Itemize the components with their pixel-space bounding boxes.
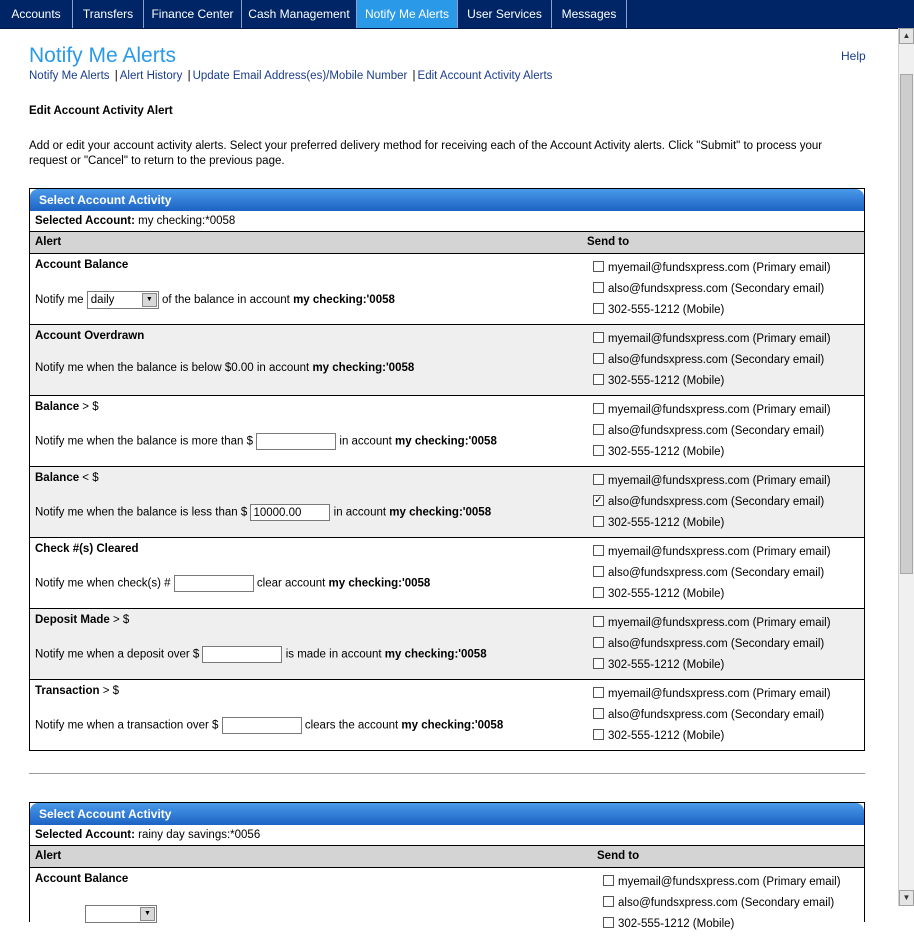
alert-title: [35, 685, 119, 697]
alert-text-post: clears the account: [304, 719, 399, 732]
send-to-label: 302-555-1212 (Mobile): [608, 588, 725, 600]
send-to-option[interactable]: [593, 545, 831, 566]
selected-account: [30, 825, 864, 846]
send-to-label: 302-555-1212 (Mobile): [608, 375, 725, 387]
send-to-options: [593, 403, 831, 466]
panel-header: Select Account Activity: [30, 803, 864, 825]
checkbox[interactable]: [593, 261, 604, 272]
alert-title-text: Account Balance: [35, 259, 129, 271]
alert-title-text: Transaction: [35, 685, 100, 697]
alert-title-text: Account Overdrawn: [35, 330, 145, 342]
alert-title-text: Balance: [35, 472, 80, 484]
send-to-label: myemail@fundsxpress.com (Primary email): [608, 617, 831, 629]
alert-row: [30, 325, 864, 396]
column-header-alert: Alert: [35, 236, 62, 248]
alert-text-pre: Notify me when a transaction over $: [35, 719, 219, 732]
alert-row: [30, 609, 864, 680]
send-to-option[interactable]: [603, 875, 841, 896]
account-name: my checking:'0058: [328, 577, 431, 590]
threshold-input[interactable]: [222, 717, 302, 734]
intro-text: Add or edit your account activity alerts. Select your preferred delivery method for receiving each of the Account Activity alerts. Click "Submit" to process your request or "Cancel" to return to the previous page.: [29, 140, 823, 167]
checkbox[interactable]: [593, 282, 604, 293]
send-to-label: also@fundsxpress.com (Secondary email): [608, 354, 825, 366]
subnav-alert-history[interactable]: Alert History: [119, 70, 183, 82]
send-to-option[interactable]: [593, 729, 831, 750]
selected-account-label: Selected Account:: [35, 215, 135, 227]
alert-text-post: in account: [339, 435, 392, 448]
send-to-option[interactable]: [593, 424, 831, 445]
send-to-label: myemail@fundsxpress.com (Primary email): [618, 876, 841, 888]
checkbox-checked[interactable]: ✓: [594, 495, 603, 506]
alert-row: [30, 396, 864, 467]
send-to-option[interactable]: [593, 474, 831, 495]
subnav-notify-me-alerts[interactable]: Notify Me Alerts: [29, 70, 110, 82]
checkbox[interactable]: [603, 875, 614, 886]
threshold-input[interactable]: [202, 646, 282, 663]
nav-tab-cash-management[interactable]: Cash Management: [242, 0, 357, 28]
checkbox[interactable]: [593, 374, 604, 385]
send-to-label: also@fundsxpress.com (Secondary email): [608, 425, 825, 437]
send-to-label: myemail@fundsxpress.com (Primary email): [608, 404, 831, 416]
column-header-alert: Alert: [35, 850, 62, 862]
column-header-row: [30, 232, 864, 254]
send-to-options: [593, 545, 831, 608]
checkbox[interactable]: [593, 445, 604, 456]
checkbox[interactable]: [593, 616, 604, 627]
selected-account-value: my checking:*0058: [138, 215, 236, 227]
send-to-label: myemail@fundsxpress.com (Primary email): [608, 262, 831, 274]
alert-description: [35, 646, 487, 663]
threshold-input[interactable]: [256, 433, 336, 450]
checkbox[interactable]: [603, 917, 614, 928]
checkbox[interactable]: [593, 424, 604, 435]
alert-row: [30, 254, 864, 325]
checkbox[interactable]: [593, 637, 604, 648]
panel-header: Select Account Activity: [30, 189, 864, 211]
alert-text-pre: Notify me when the balance is below $0.00 in account: [35, 362, 310, 374]
column-header-send-to: Send to: [597, 850, 640, 862]
checkbox[interactable]: [593, 545, 604, 556]
checkbox[interactable]: [593, 474, 604, 485]
account-name: my checking:'0058: [401, 719, 504, 732]
send-to-label: myemail@fundsxpress.com (Primary email): [608, 546, 831, 558]
send-to-option[interactable]: [593, 566, 831, 587]
nav-tab-notify-me-alerts[interactable]: Notify Me Alerts: [357, 0, 458, 28]
alert-title-suffix: > $: [99, 685, 120, 697]
subnav-separator: |: [187, 70, 191, 82]
nav-tab-transfers[interactable]: Transfers: [73, 0, 144, 28]
sub-navigation: [29, 70, 552, 82]
send-to-option[interactable]: [593, 353, 831, 374]
checkbox[interactable]: [603, 896, 614, 907]
alert-description: [35, 575, 430, 592]
checkbox[interactable]: [593, 587, 604, 598]
alert-text-post: of the balance in account: [161, 294, 290, 307]
alert-title: [35, 259, 128, 271]
alert-title: [35, 401, 99, 413]
send-to-option[interactable]: [593, 658, 831, 679]
subnav-separator: |: [412, 70, 416, 82]
send-to-label: 302-555-1212 (Mobile): [608, 517, 725, 529]
subnav-edit-activity-alerts[interactable]: Edit Account Activity Alerts: [417, 70, 553, 82]
alert-description: [35, 905, 157, 923]
alert-text-pre: Notify me when a deposit over $: [35, 648, 200, 661]
send-to-label: 302-555-1212 (Mobile): [608, 446, 725, 458]
send-to-options: [603, 875, 841, 938]
send-to-option[interactable]: [593, 303, 831, 324]
send-to-option[interactable]: [593, 637, 831, 658]
send-to-option[interactable]: [593, 687, 831, 708]
send-to-label: also@fundsxpress.com (Secondary email): [608, 567, 825, 579]
send-to-label: also@fundsxpress.com (Secondary email): [618, 897, 835, 909]
alert-description: [35, 504, 491, 521]
alert-title-text: Deposit Made: [35, 614, 110, 626]
subnav-separator: |: [114, 70, 118, 82]
send-to-option[interactable]: [593, 616, 831, 637]
send-to-label: also@fundsxpress.com (Secondary email): [608, 638, 825, 650]
alert-title: [35, 472, 99, 484]
nav-tab-finance-center[interactable]: Finance Center: [144, 0, 242, 28]
frequency-select[interactable]: [87, 291, 159, 309]
send-to-option[interactable]: [593, 403, 831, 424]
alert-description: [35, 362, 414, 374]
column-header-row: [30, 846, 864, 868]
alert-row: [30, 680, 864, 750]
checkbox[interactable]: [593, 708, 604, 719]
alert-description: [35, 717, 503, 734]
send-to-label: myemail@fundsxpress.com (Primary email): [608, 333, 831, 345]
alert-title-text: Balance: [35, 401, 80, 413]
alert-text-pre: Notify me when the balance is less than $: [35, 506, 248, 519]
threshold-input[interactable]: 10000.00: [250, 504, 330, 521]
checkbox[interactable]: [593, 566, 604, 577]
alert-text-post: clear account: [256, 577, 326, 590]
help-link[interactable]: Help: [841, 49, 866, 63]
checkbox[interactable]: [593, 687, 604, 698]
checkbox[interactable]: [593, 332, 604, 343]
frequency-select-value: daily: [90, 294, 115, 306]
top-nav: [0, 0, 914, 29]
alert-row: [30, 538, 864, 609]
alert-text-post: in account: [333, 506, 387, 519]
send-to-label: 302-555-1212 (Mobile): [608, 659, 725, 671]
divider: [29, 773, 865, 774]
alert-row: [30, 467, 864, 538]
checkbox[interactable]: [593, 658, 604, 669]
send-to-options: [593, 261, 831, 324]
account-name: my checking:'0058: [384, 648, 487, 661]
scroll-thumb[interactable]: [900, 74, 913, 574]
threshold-input[interactable]: [174, 575, 254, 592]
alert-text-pre: Notify me when the balance is more than $: [35, 435, 253, 448]
send-to-label: myemail@fundsxpress.com (Primary email): [608, 475, 831, 487]
checkbox[interactable]: [593, 403, 604, 414]
alert-text-pre: Notify me when check(s) #: [35, 577, 171, 590]
alert-title-suffix: > $: [79, 401, 99, 413]
account-activity-panel-savings: [29, 802, 865, 930]
send-to-option[interactable]: [603, 896, 841, 917]
account-name: my checking:'0058: [395, 435, 497, 448]
send-to-label: 302-555-1212 (Mobile): [608, 304, 725, 316]
send-to-option[interactable]: [593, 261, 831, 282]
nav-tab-accounts[interactable]: Accounts: [0, 0, 73, 28]
vertical-scrollbar[interactable]: [898, 28, 914, 906]
nav-tab-messages[interactable]: Messages: [552, 0, 627, 28]
alert-title: [35, 873, 128, 885]
send-to-options: [593, 687, 831, 750]
alert-title-suffix: < $: [79, 472, 99, 484]
send-to-option[interactable]: [593, 495, 831, 516]
alert-title-suffix: > $: [109, 614, 130, 626]
alert-text-post: is made in account: [285, 648, 382, 661]
alert-title-text: Check #(s) Cleared: [35, 543, 139, 555]
alert-description: [35, 291, 395, 309]
send-to-options: [593, 616, 831, 679]
subnav-update-email[interactable]: Update Email Address(es)/Mobile Number: [192, 70, 408, 82]
selected-account: [30, 211, 864, 232]
send-to-option[interactable]: [593, 516, 831, 537]
checkbox[interactable]: [593, 516, 604, 527]
alert-text-pre: Notify me: [35, 294, 84, 307]
send-to-option[interactable]: [593, 332, 831, 353]
checkbox[interactable]: [593, 303, 604, 314]
selected-account-label: Selected Account:: [35, 829, 135, 841]
section-heading: Edit Account Activity Alert: [29, 105, 173, 117]
alert-title: [35, 614, 129, 626]
checkbox[interactable]: [593, 353, 604, 364]
account-activity-panel-checking: [29, 188, 865, 751]
frequency-select[interactable]: [85, 905, 157, 923]
send-to-label: 302-555-1212 (Mobile): [618, 918, 735, 930]
send-to-option[interactable]: [593, 708, 831, 729]
send-to-label: also@fundsxpress.com (Secondary email): [608, 709, 825, 721]
account-name: my checking:'0058: [312, 362, 415, 374]
alert-description: [35, 433, 497, 450]
send-to-option[interactable]: [593, 445, 831, 466]
send-to-label: also@fundsxpress.com (Secondary email): [608, 496, 825, 508]
column-header-send-to: Send to: [587, 236, 630, 248]
send-to-label: also@fundsxpress.com (Secondary email): [608, 283, 825, 295]
send-to-option[interactable]: [593, 282, 831, 303]
checkbox[interactable]: [593, 729, 604, 740]
dropdown-arrow-icon[interactable]: ▼: [142, 293, 157, 307]
send-to-label: myemail@fundsxpress.com (Primary email): [608, 688, 831, 700]
scroll-up-arrow-icon[interactable]: ▲: [899, 28, 914, 44]
nav-tab-user-services[interactable]: User Services: [458, 0, 552, 28]
send-to-option[interactable]: [593, 587, 831, 608]
selected-account-value: rainy day savings:*0056: [138, 829, 261, 841]
account-name: my checking:'0058: [389, 506, 492, 519]
send-to-label: 302-555-1212 (Mobile): [608, 730, 725, 742]
alert-title: [35, 543, 139, 555]
send-to-option[interactable]: [603, 917, 841, 938]
send-to-option[interactable]: [593, 374, 831, 395]
send-to-options: [593, 474, 831, 537]
alert-row: [30, 868, 864, 938]
account-name: my checking:'0058: [293, 294, 395, 307]
page-title: Notify Me Alerts: [29, 44, 177, 67]
scroll-down-arrow-icon[interactable]: ▼: [899, 890, 914, 906]
dropdown-arrow-icon[interactable]: ▼: [140, 907, 155, 921]
alert-title-text: Account Balance: [35, 873, 129, 885]
send-to-options: [593, 332, 831, 395]
alert-title: [35, 330, 144, 342]
